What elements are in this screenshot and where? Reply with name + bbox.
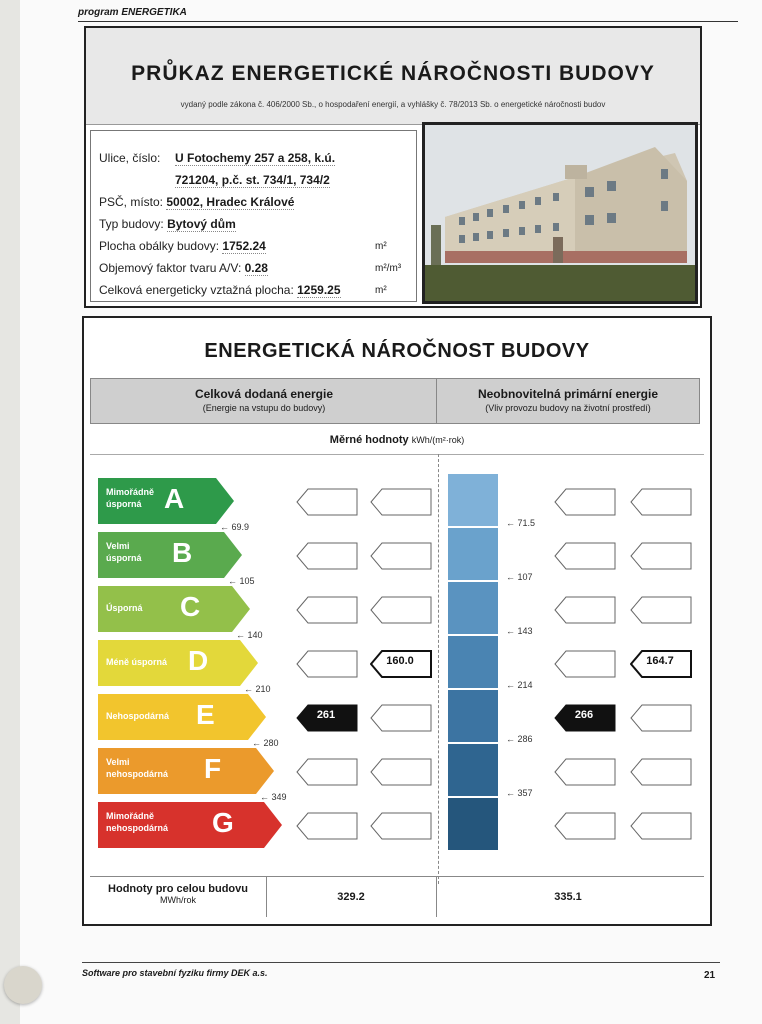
envelope-row	[99, 239, 399, 253]
bar-segment-d	[448, 636, 498, 690]
class-description-line-1: Velmi	[106, 757, 130, 767]
value-slot-shape	[554, 812, 616, 840]
right-requirement-marker	[630, 650, 690, 676]
envelope-label: Plocha obálky budovy:	[99, 239, 220, 253]
building-photo	[422, 122, 698, 304]
right-threshold-label: ← 71.5	[506, 518, 536, 528]
value-slot-shape	[630, 488, 692, 516]
push-pin	[4, 966, 42, 1004]
class-description-line-2: nehospodárná	[106, 769, 169, 779]
value-slot-shape	[296, 812, 358, 840]
empty-value-slot	[630, 758, 690, 784]
left-requirement-marker	[370, 650, 430, 676]
bar-segment-c	[448, 582, 498, 636]
value-slot-shape	[554, 650, 616, 678]
class-description-line-2: nehospodárná	[106, 823, 169, 833]
empty-value-slot	[630, 488, 690, 514]
class-arrow-d	[98, 640, 260, 686]
envelope-unit: m²	[375, 241, 387, 252]
city-label: PSČ, místo:	[99, 195, 164, 209]
value-slot-shape	[630, 758, 692, 786]
program-header: program ENERGETIKA	[78, 7, 187, 18]
class-description	[106, 602, 143, 614]
area-label: Celková energeticky vztažná plocha:	[99, 283, 294, 297]
right-column-subtitle: (Vliv provozu budovy na životní prostředí)	[485, 403, 651, 413]
class-description-line-1: Mimořádně	[106, 487, 155, 497]
empty-value-slot	[554, 650, 614, 676]
right-threshold-label: ← 107	[506, 572, 533, 582]
bar-segment-b	[448, 528, 498, 582]
left-specific-marker	[296, 704, 356, 730]
class-arrow-e	[98, 694, 268, 740]
page-edge	[0, 0, 20, 1024]
building-illustration	[425, 125, 695, 301]
empty-value-slot	[296, 488, 356, 514]
certificate-header-box	[84, 26, 702, 308]
empty-value-slot	[370, 758, 430, 784]
value-text: 164.7	[646, 655, 674, 667]
left-threshold-label: ← 349	[260, 792, 287, 802]
empty-value-slot	[296, 542, 356, 568]
street-row	[99, 151, 336, 165]
value-slot-shape	[370, 812, 432, 840]
empty-value-slot	[296, 596, 356, 622]
right-threshold-label: ← 214	[506, 680, 533, 690]
bar-segment-g	[448, 798, 498, 852]
building-info-panel	[90, 130, 417, 302]
value-slot-shape	[554, 758, 616, 786]
class-arrow-b	[98, 532, 244, 578]
bar-segment-e	[448, 690, 498, 744]
whole-building-label-cell	[90, 877, 267, 917]
whole-building-right-cell	[436, 877, 700, 917]
class-arrow-a	[98, 478, 236, 524]
class-arrow-f	[98, 748, 276, 794]
class-description	[106, 710, 169, 722]
right-threshold-label: ← 286	[506, 734, 533, 744]
energy-label-title: ENERGETICKÁ NÁROČNOST BUDOVY	[204, 340, 590, 362]
right-column-title: Neobnovitelná primární energie	[477, 387, 659, 401]
value-slot-shape	[370, 758, 432, 786]
shape-label: Objemový faktor tvaru A/V:	[99, 261, 242, 275]
header-rule	[78, 21, 738, 22]
left-column-title: Celková dodaná energie	[194, 387, 334, 401]
left-column-subtitle: (Energie na vstupu do budovy)	[202, 403, 326, 413]
shape-unit: m²/m³	[375, 263, 402, 274]
empty-value-slot	[630, 812, 690, 838]
class-letter: G	[212, 807, 234, 838]
left-column-header	[90, 378, 438, 424]
units-value: kWh/(m²·rok)	[411, 435, 465, 445]
empty-value-slot	[554, 812, 614, 838]
value-slot-shape	[370, 488, 432, 516]
empty-value-slot	[370, 488, 430, 514]
bar-segment-f	[448, 744, 498, 798]
units-label: Měrné hodnoty	[329, 434, 409, 446]
area-unit: m²	[375, 285, 387, 296]
class-description	[106, 810, 168, 834]
city-row	[99, 195, 294, 209]
value-slot-shape	[554, 542, 616, 570]
value-slot-shape	[296, 596, 358, 624]
empty-value-slot	[554, 758, 614, 784]
whole-building-right-value: 335.1	[554, 891, 582, 903]
type-row	[99, 217, 236, 231]
whole-building-row	[90, 876, 704, 917]
class-description	[106, 540, 142, 564]
right-threshold-label: ← 143	[506, 626, 533, 636]
class-description-line-1: Úsporná	[106, 603, 143, 613]
value-slot-shape	[554, 596, 616, 624]
class-letter: A	[164, 483, 185, 514]
whole-building-left-cell	[266, 877, 437, 917]
class-description-line-2: úsporná	[106, 553, 142, 563]
type-value: Bytový dům	[167, 217, 236, 231]
street-label: Ulice, číslo:	[99, 151, 161, 165]
left-threshold-label: ← 210	[244, 684, 271, 694]
street-value-1: U Fotochemy 257 a 258, k.ú.	[175, 151, 336, 165]
class-letter: C	[180, 591, 201, 622]
class-description-line-2: úsporná	[106, 499, 142, 509]
value-text: 261	[316, 709, 336, 721]
empty-value-slot	[554, 488, 614, 514]
type-label: Typ budovy:	[99, 217, 164, 231]
empty-value-slot	[554, 542, 614, 568]
certificate-title: PRŮKAZ ENERGETICKÉ NÁROČNOSTI BUDOVY	[131, 62, 655, 85]
column-divider	[438, 454, 439, 884]
class-letter: F	[204, 753, 222, 784]
right-column-header	[436, 378, 700, 424]
area-value: 1259.25	[297, 283, 341, 297]
shape-row	[99, 261, 402, 275]
empty-value-slot	[296, 812, 356, 838]
empty-value-slot	[630, 542, 690, 568]
units-row	[90, 426, 704, 454]
city-value: 50002, Hradec Králové	[166, 195, 295, 209]
value-slot-shape	[630, 542, 692, 570]
value-text: 266	[574, 709, 594, 721]
empty-value-slot	[370, 596, 430, 622]
empty-value-slot	[630, 596, 690, 622]
whole-building-left-value: 329.2	[337, 891, 365, 903]
value-text: 160.0	[386, 655, 414, 667]
empty-value-slot	[370, 542, 430, 568]
class-description	[106, 756, 168, 780]
value-slot-shape	[296, 488, 358, 516]
shape-value: 0.28	[244, 261, 268, 275]
value-slot-shape	[630, 812, 692, 840]
empty-value-slot	[296, 650, 356, 676]
class-letter: D	[188, 645, 209, 676]
class-description-line-1: Méně úsporná	[106, 657, 168, 667]
footer-rule	[82, 962, 720, 963]
value-slot-shape	[554, 488, 616, 516]
value-slot-shape	[296, 650, 358, 678]
empty-value-slot	[630, 704, 690, 730]
envelope-value: 1752.24	[222, 239, 266, 253]
class-arrow-g	[98, 802, 284, 848]
value-slot-shape	[296, 542, 358, 570]
certificate-title-band	[86, 28, 700, 125]
class-description-line-1: Mimořádně	[106, 811, 155, 821]
energy-label-box	[82, 316, 712, 926]
certificate-subtitle: vydaný podle zákona č. 406/2000 Sb., o hospodaření energií, a vyhlášky č. 78/2013 Sb. o energetické náročnosti budov	[180, 100, 606, 109]
value-slot-shape	[630, 704, 692, 732]
left-threshold-label: ← 140	[236, 630, 263, 640]
bar-segment-a	[448, 474, 498, 528]
left-threshold-label: ← 280	[252, 738, 279, 748]
left-threshold-label: ← 105	[228, 576, 255, 586]
class-arrow-c	[98, 586, 252, 632]
value-slot-shape	[370, 704, 432, 732]
street-row-2	[175, 173, 330, 187]
class-description	[106, 486, 154, 510]
class-description-line-1: Velmi	[106, 541, 130, 551]
software-credit: Software pro stavební fyziku firmy DEK a.s.	[82, 968, 268, 978]
right-specific-marker	[554, 704, 614, 730]
class-letter: E	[196, 699, 215, 730]
class-description	[106, 656, 167, 668]
whole-building-unit: MWh/rok	[160, 895, 196, 905]
left-threshold-label: ← 69.9	[220, 522, 250, 532]
empty-value-slot	[370, 704, 430, 730]
value-slot-shape	[296, 758, 358, 786]
page-number: 21	[704, 970, 716, 981]
value-slot-shape	[370, 596, 432, 624]
class-description-line-1: Nehospodárná	[106, 711, 170, 721]
value-slot-shape	[630, 596, 692, 624]
value-slot-shape	[370, 542, 432, 570]
empty-value-slot	[296, 758, 356, 784]
whole-building-label: Hodnoty pro celou budovu	[108, 883, 248, 895]
class-letter: B	[172, 537, 193, 568]
empty-value-slot	[370, 812, 430, 838]
street-value-2: 721204, p.č. st. 734/1, 734/2	[175, 173, 330, 187]
empty-value-slot	[554, 596, 614, 622]
area-row	[99, 283, 399, 297]
right-threshold-label: ← 357	[506, 788, 533, 798]
